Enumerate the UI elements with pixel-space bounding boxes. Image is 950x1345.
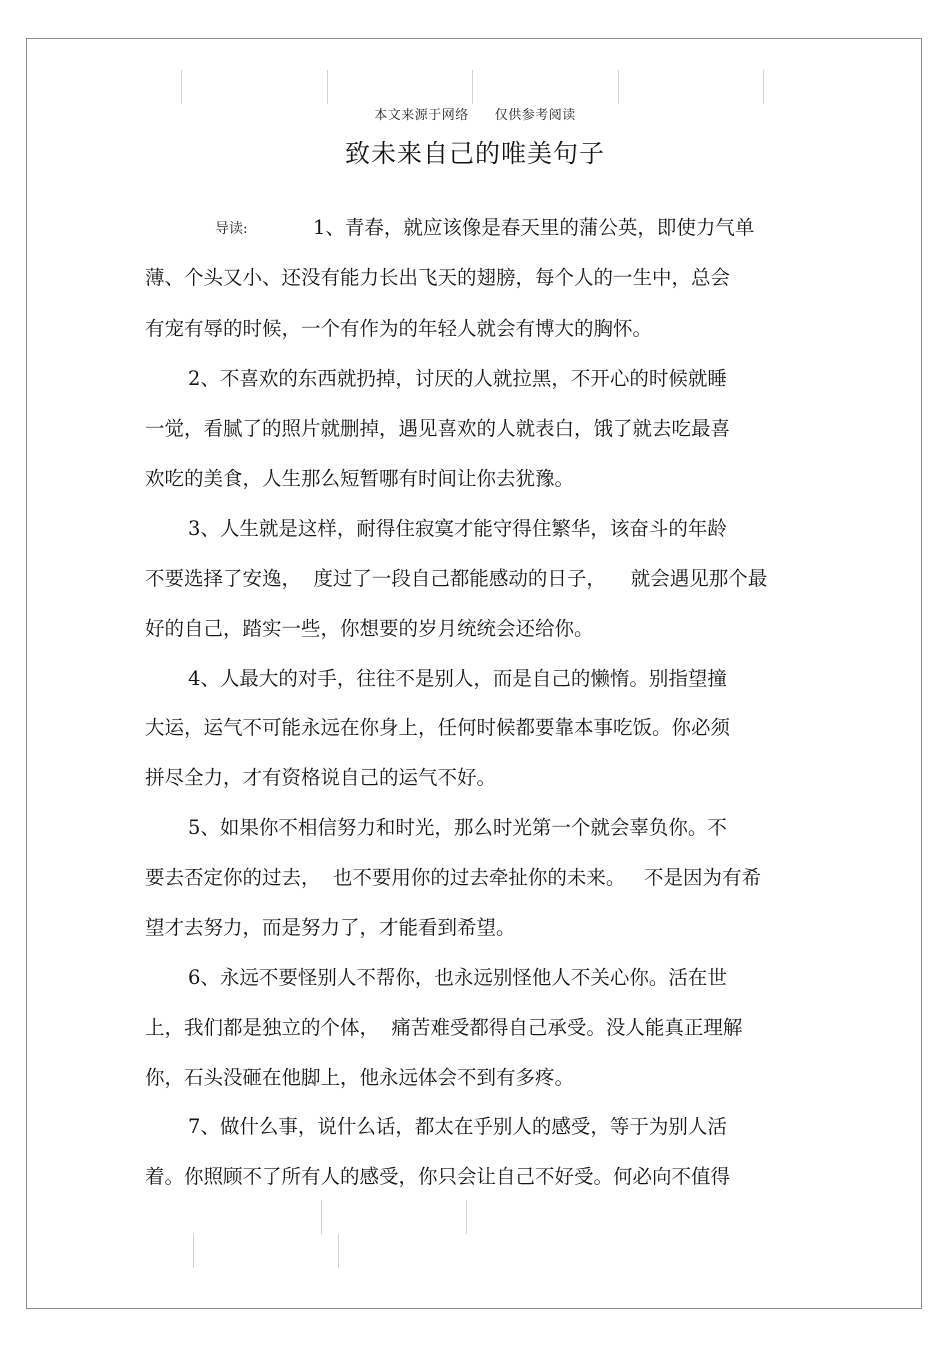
text-line: 好的自己，踏实一些，你想要的岁月统统会还给你。 (145, 617, 594, 640)
text-line: 3、人生就是这样，耐得住寂寞才能守得住繁华，该奋斗的年龄 (188, 517, 727, 540)
text-line: 一觉，看腻了的照片就删掉，遇见喜欢的人就表白，饿了就去吃最喜 (145, 417, 731, 440)
text-line: 4、人最大的对手，往往不是别人，而是自己的懒惰。别指望撞 (188, 667, 727, 690)
bottom-rule (466, 1200, 467, 1234)
text-line: 2、不喜欢的东西就扔掉，讨厌的人就拉黑，不开心的时候就睡 (188, 367, 727, 390)
top-rule (763, 70, 764, 104)
bottom-rule (321, 1200, 322, 1234)
document-title: 致未来自己的唯美句子 (344, 139, 605, 168)
top-rule (472, 70, 473, 104)
top-rule (327, 70, 328, 104)
text-line: 1、青春，就应该像是春天里的蒲公英，即使力气单 (313, 216, 755, 239)
text-line: 拼尽全力，才有资格说自己的运气不好。 (145, 766, 497, 789)
text-line: 着。你照顾不了所有人的感受，你只会让自己不好受。何必向不值得 (145, 1165, 731, 1188)
text-line: 薄、个头又小、还没有能力长出飞天的翅膀，每个人的一生中，总会 (145, 266, 731, 289)
reference-note: 仅供参考阅读 (494, 108, 576, 123)
bottom-rule (193, 1234, 194, 1268)
text-line: 有宠有辱的时候，一个有作为的年轻人就会有博大的胸怀。 (145, 317, 653, 340)
text-line: 7、做什么事，说什么话，都太在乎别人的感受，等于为别人活 (188, 1115, 727, 1138)
top-rule (181, 70, 182, 104)
text-line: 大运，运气不可能永远在你身上，任何时候都要靠本事吃饭。你必须 (145, 716, 731, 739)
top-rule (618, 70, 619, 104)
text-line: 6、永远不要怪别人不帮你，也永远别怪他人不关心你。活在世 (188, 966, 727, 989)
text-line: 不要选择了安逸， 度过了一段自己都能感动的日子， 就会遇见那个最 (145, 567, 768, 590)
text-line: 上，我们都是独立的个体， 痛苦难受都得自己承受。没人能真正理解 (145, 1016, 743, 1039)
text-line: 欢吃的美食，人生那么短暂哪有时间让你去犹豫。 (145, 467, 575, 490)
text-line: 5、如果你不相信努力和时光，那么时光第一个就会辜负你。不 (188, 816, 727, 839)
text-line: 望才去努力，而是努力了，才能看到希望。 (145, 916, 516, 939)
bottom-rule (338, 1234, 339, 1268)
text-line: 要去否定你的过去， 也不要用你的过去牵扯你的未来。 不是因为有希 (145, 866, 761, 889)
text-line: 你，石头没砸在他脚上，他永远体会不到有多疼。 (145, 1066, 575, 1089)
intro-label: 导读: (215, 221, 248, 237)
page-header (0, 104, 950, 123)
source-note: 本文来源于网络 (374, 108, 469, 123)
